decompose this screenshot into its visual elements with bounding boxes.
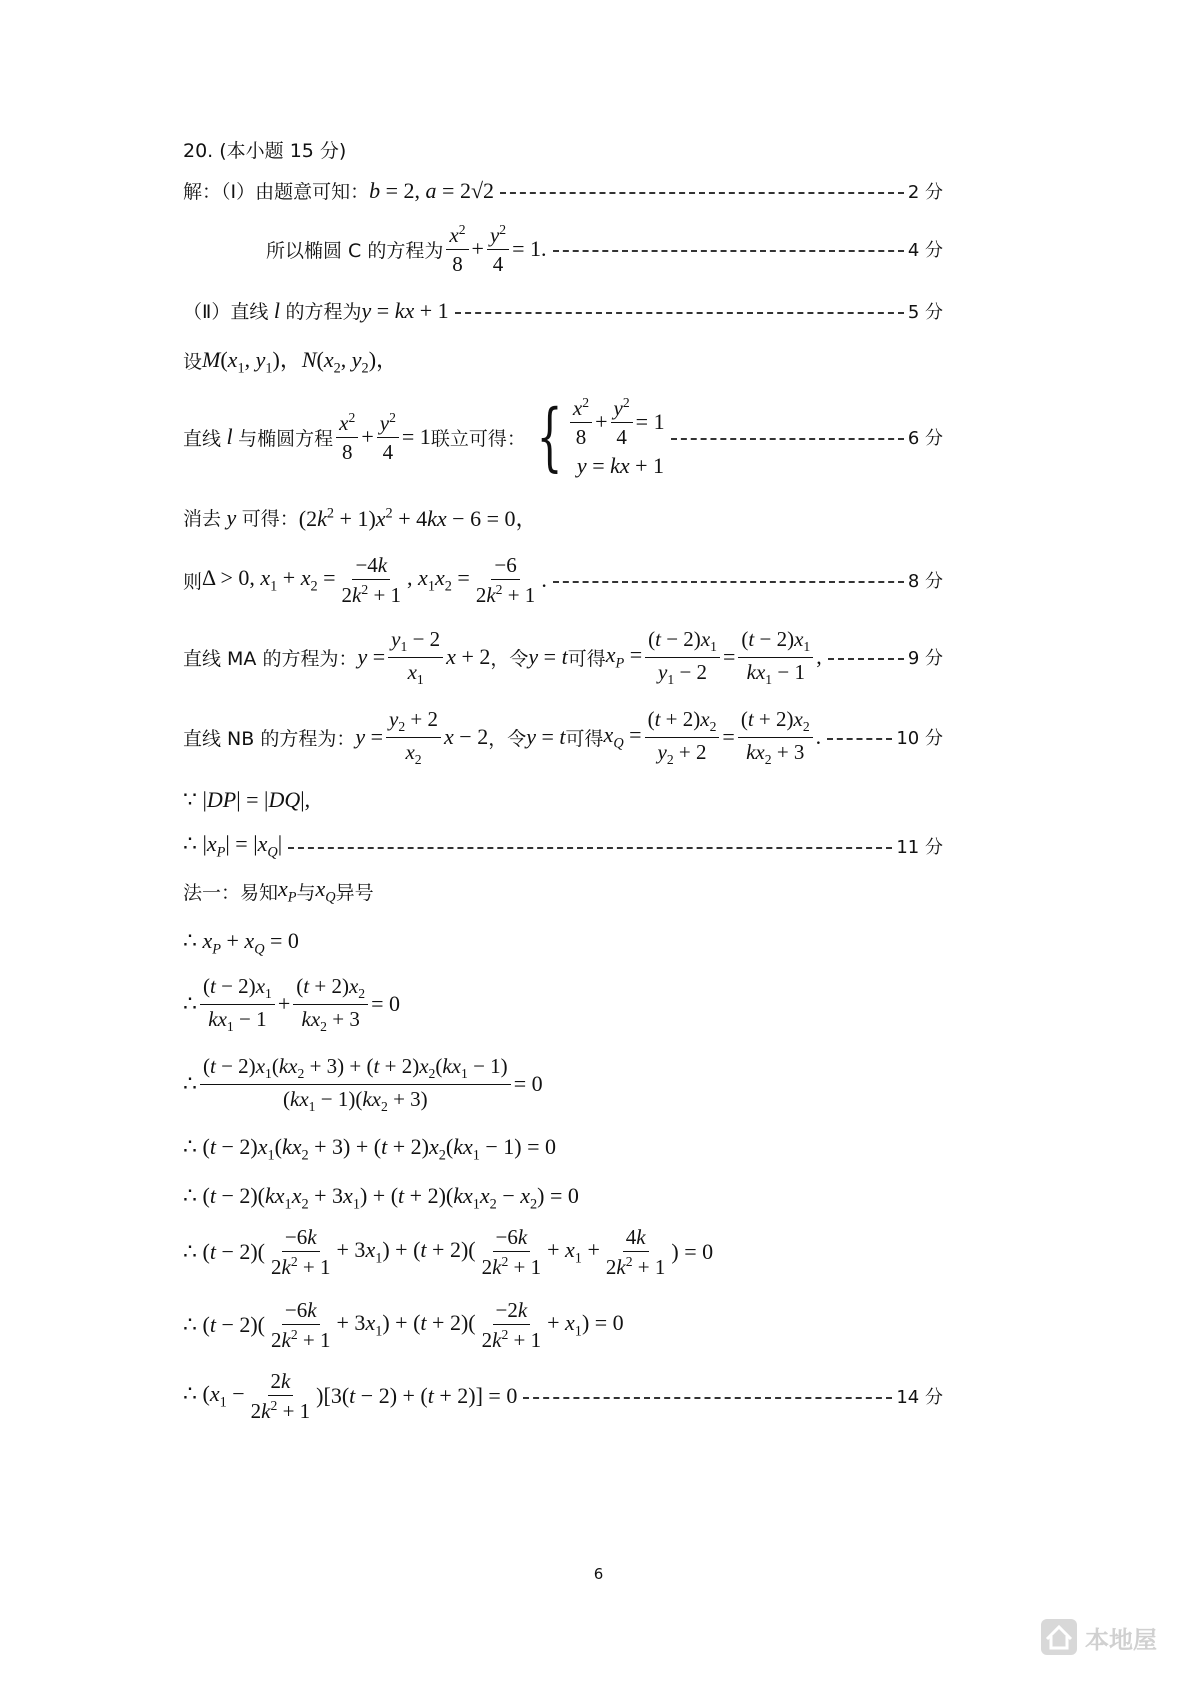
score-label: 4 分 xyxy=(907,240,943,262)
score-label: 6 分 xyxy=(907,428,943,450)
solution-step-11: ∴ $|x_P| = |x_Q|$ 11 分 xyxy=(183,831,943,861)
score-label: 2 分 xyxy=(907,181,943,203)
dash-leader xyxy=(671,438,904,440)
dash-leader xyxy=(455,312,904,314)
solution-step-16: ∴ $(t - 2)x_1(kx_2 + 3) + (t + 2)x_2(kx_1 - 1) = 0$ xyxy=(183,1134,557,1164)
solution-step-19: ∴ (t − 2)( $\frac{-6k}{2k^2 + 1}$ + $3x_1) + (t + 2)$( $\frac{-2k}{2k^2 + 1}$ + $x_1) = 0$ xyxy=(183,1298,624,1353)
page-number: 6 xyxy=(593,1565,604,1583)
dash-leader xyxy=(500,192,904,194)
solution-step-15: ∴ $\frac{(t - 2)x_1(kx_2 + 3) + (t + 2)x_2(kx_1 - 1)}{(kx_1 - 1)(kx_2 + 3)}$ = 0 xyxy=(183,1054,543,1115)
dash-leader xyxy=(523,1397,892,1399)
dash-leader xyxy=(827,738,892,740)
solution-step-10: ∵ |DP| = |DQ|, xyxy=(183,787,311,812)
score-label: 10 分 xyxy=(896,728,943,750)
solution-step-12: 法一：易知 $x_P$ 与 $x_Q$ 异号 xyxy=(183,876,374,906)
solution-step-9: 直线 NB 的方程为： y = $\frac{y_2 + 2}{x_2}$ x − 2 ，令 y = t 可得 $x_Q$ = $\frac{(t + 2)x_2}{y_2 + 2}$ = $\frac{(t + 2)x_2}{kx_2 + 3}$ . 10 分 xyxy=(183,707,943,768)
dash-leader xyxy=(828,658,904,660)
solution-step-17: ∴ $(t - 2)(kx_1x_2 + 3x_1) + (t + 2)(kx_1x_2 - x_2) = 0$ xyxy=(183,1183,579,1213)
solution-step-8: 直线 MA 的方程为： y = $\frac{y_1 - 2}{x_1}$ x + 2 ，令 y = t 可得 $x_P$ = $\frac{(t - 2)x_1}{y_1 - 2}$ = $\frac{(t - 2)x_1}{kx_1 - 1}$ , 9 分 xyxy=(183,627,943,688)
score-label: 14 分 xyxy=(896,1387,943,1409)
solution-step-13: ∴ $x_P + x_Q = 0$ xyxy=(183,928,299,958)
solution-step-14: ∴ $\frac{(t - 2)x_1}{kx_1 - 1}$ + $\frac{(t + 2)x_2}{kx_2 + 3}$ = 0 xyxy=(183,974,401,1035)
solution-step-4: 设 $M(x_1$, $y_1$)，$N(x_2$, $y_2$)， xyxy=(183,347,399,377)
solution-step-1: 解：（Ⅰ）由题意可知： b = 2, a = 2√2 2 分 xyxy=(183,177,943,203)
solution-step-5: 直线 l 与椭圆方程 $\frac{x^2}{8}$ + $\frac{y^2}{4}$ = 1 联立可得： { $\frac{x^2}{8}$ + $\frac{y^2}{4}$ = 1 y = kx + 1 6 分 xyxy=(183,394,943,481)
solution-step-2: 所以椭圆 C 的方程为 $\frac{x^2}{8}$ + $\frac{y^2}{4}$ = 1. 4 分 xyxy=(266,222,943,277)
equation-system: { $\frac{x^2}{8}$ + $\frac{y^2}{4}$ = 1 y = kx + 1 xyxy=(536,394,665,481)
problem-title: 20. (本小题 15 分) xyxy=(183,140,347,162)
score-label: 11 分 xyxy=(896,837,943,859)
solution-step-20: ∴ ($x_1$ − $\frac{2k}{2k^2 + 1}$ )[3(t − 2) + (t + 2)] = 0 14 分 xyxy=(183,1369,943,1424)
solution-step-6: 消去 y 可得： $(2k^2 + 1)x^2 + 4kx - 6 = 0$， xyxy=(183,504,538,531)
dash-leader xyxy=(288,847,892,849)
dash-leader xyxy=(553,581,904,583)
dash-leader xyxy=(553,250,904,252)
score-label: 8 分 xyxy=(907,571,943,593)
score-label: 5 分 xyxy=(907,301,943,323)
solution-step-18: ∴ (t − 2)( $\frac{-6k}{2k^2 + 1}$ + $3x_1) + (t + 2)$( $\frac{-6k}{2k^2 + 1}$ + $x_1$ + $\frac{4k}{2k^2 + 1}$ ) = 0 xyxy=(183,1225,714,1280)
house-icon xyxy=(1039,1617,1079,1657)
score-label: 9 分 xyxy=(907,648,943,670)
solution-step-3: （Ⅱ）直线 l 的方程为 y = kx + 1 5 分 xyxy=(183,297,943,323)
solution-step-7: 则 Δ > 0, $x_1 + x_2$ = $\frac{-4k}{2k^2 + 1}$ , $x_1x_2$ = $\frac{-6}{2k^2 + 1}$ . 8 分 xyxy=(183,553,943,608)
watermark-logo: 本地屋 xyxy=(1039,1617,1157,1657)
